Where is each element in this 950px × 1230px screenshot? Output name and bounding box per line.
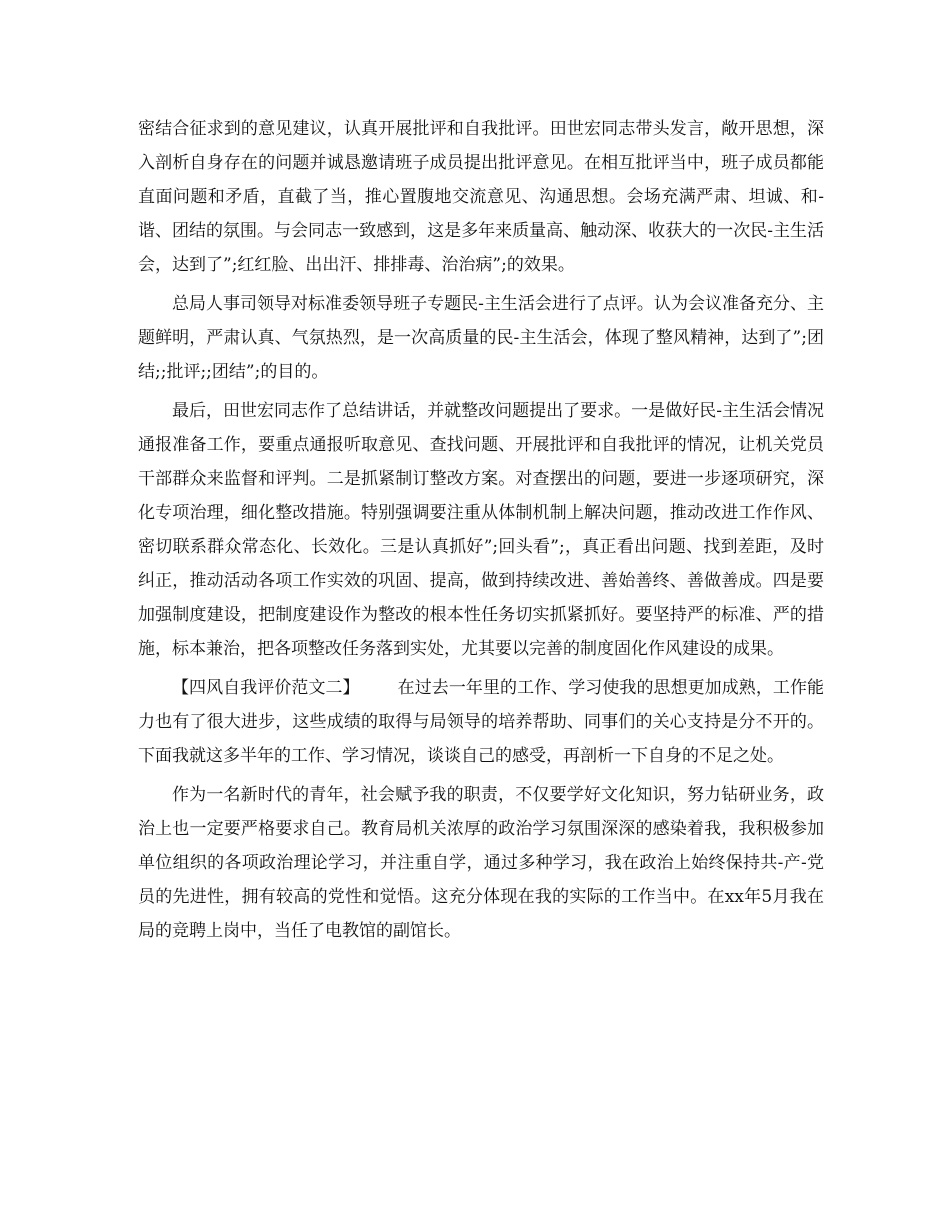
paragraph-1: 密结合征求到的意见建议，认真开展批评和自我批评。田世宏同志带头发言，敞开思想，深入剖析自身存在的问题并诚恳邀请班子成员提出批评意见。在相互批评当中，班子成员都能直面问题和矛盾，直截了当，推心置腹地交流意见、沟通思想。会场充满严肃、坦诚、和-谐、团结的氛围。与会同志一致感到，这是多年来质量高、触动深、收获大的一次民-主生活会，达到了”;红红脸、出出汗、排排毒、治治病”;的效果。 [138, 119, 824, 275]
paragraph-4 [138, 671, 824, 773]
section-first-text: 在过去一年里的工作、学习使我的思想更加成熟，工作能力也有了很大进步，这些成绩的取得与局领导的培养帮助、同事们的关心支持是分不开的。下面我就这多半年的工作、学习情况，谈谈自己的感受，再剖析一下自身的不足之处。 [138, 678, 825, 766]
document-body [138, 112, 824, 953]
paragraph-3: 最后，田世宏同志作了总结讲话，并就整改问题提出了要求。一是做好民-主生活会情况通报准备工作，要重点通报听取意见、查找问题、开展批评和自我批评的情况，让机关党员干部群众来监督和评判。二是抓紧制订整改方案。对查摆出的问题，要进一步逐项研究，深化专项治理，细化整改措施。特别强调要注重从体制机制上解决问题，推动改进工作作风、密切联系群众常态化、长效化。三是认真抓好”;回头看”;，真正看出问题、找到差距，及时纠正，推动活动各项工作实效的巩固、提高，做到持续改进、善始善终、善做善成。四是要加强制度建设，把制度建设作为整改的根本性任务切实抓紧抓好。要坚持严的标准、严的措施，标本兼治，把各项整改任务落到实处，尤其要以完善的制度固化作风建设的成果。 [138, 401, 824, 659]
paragraph-2: 总局人事司领导对标准委领导班子专题民-主生活会进行了点评。认为会议准备充分、主题鲜明，严肃认真、气氛热烈，是一次高质量的民-主生活会，体现了整风精神，达到了”;团结;;批评;;团结”;的目的。 [138, 294, 824, 382]
paragraph-5: 作为一名新时代的青年，社会赋予我的职责，不仅要学好文化知识，努力钻研业务，政治上也一定要严格要求自己。教育局机关浓厚的政治学习氛围深深的感染着我，我积极参加单位组织的各项政治理论学习，并注重自学，通过多种学习，我在政治上始终保持共-产-党员的先进性，拥有较高的党性和觉悟。这充分体现在我的实际的工作当中。在xx年5月我在局的竞聘上岗中，当任了电教馆的副馆长。 [138, 785, 824, 941]
section-heading: 【四风自我评价范文二】 [172, 678, 360, 698]
